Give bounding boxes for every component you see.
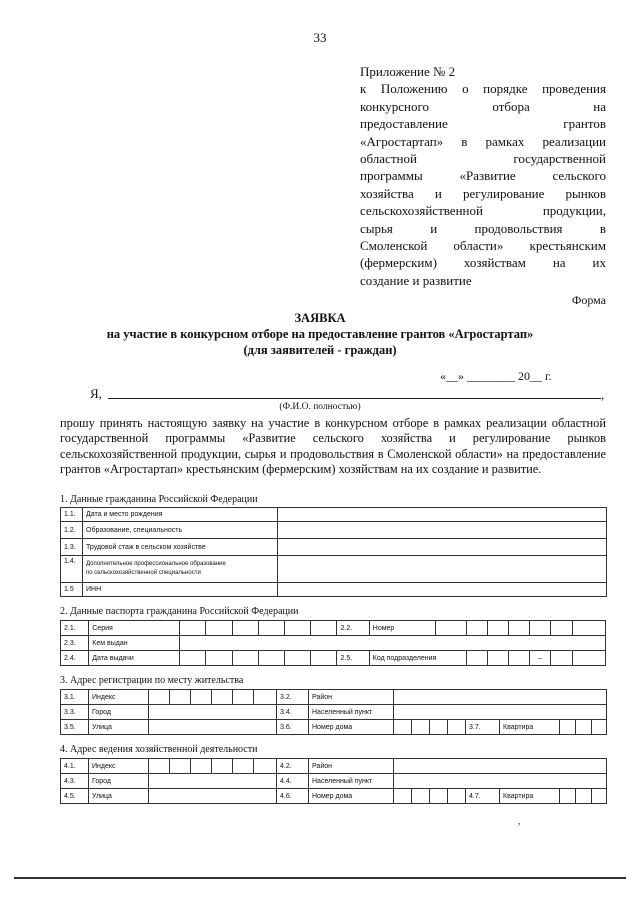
section-3-table — [60, 689, 607, 735]
row-label: Номер дома — [309, 789, 394, 804]
row-number: 4.1. — [61, 759, 89, 774]
table-row — [61, 759, 607, 774]
char-cell[interactable] — [592, 789, 607, 804]
char-cell[interactable] — [412, 789, 430, 804]
row-number: 2.5. — [337, 651, 369, 666]
char-cell[interactable] — [149, 690, 170, 705]
row-label: Квартира — [500, 720, 560, 735]
table-row — [61, 508, 607, 522]
row-label: Образование, специальность — [83, 522, 278, 539]
appendix-line: Смоленской области» крестьянским — [360, 238, 606, 254]
row-value-field[interactable] — [278, 522, 607, 539]
row-value-field[interactable] — [394, 690, 607, 705]
bottom-rule — [14, 877, 626, 879]
row-label: Улица — [89, 789, 149, 804]
row-number: 2.4. — [61, 651, 89, 666]
table-row — [61, 651, 606, 666]
row-number: 1.2. — [61, 522, 83, 539]
char-cell[interactable] — [487, 651, 508, 666]
row-number: 2.1. — [61, 621, 89, 636]
char-cell[interactable] — [509, 651, 530, 666]
row-number: 3.3. — [61, 705, 89, 720]
row-number: 3.2. — [277, 690, 309, 705]
row-number: 3.7. — [466, 720, 500, 735]
section-1-heading: 1. Данные гражданина Российской Федерации — [60, 494, 258, 505]
char-cell[interactable] — [149, 759, 170, 774]
char-cell[interactable] — [311, 621, 337, 636]
char-cell[interactable] — [530, 621, 551, 636]
char-cell[interactable] — [576, 720, 592, 735]
char-cell[interactable] — [430, 720, 448, 735]
table-row — [61, 705, 607, 720]
char-cell[interactable] — [448, 789, 466, 804]
row-number: 1.3. — [61, 539, 83, 556]
appendix-line: Приложение № 2 — [360, 64, 456, 79]
row-label: Улица — [89, 720, 149, 735]
section-2-heading: 2. Данные паспорта гражданина Российской Федерации — [60, 606, 299, 617]
row-value-field[interactable] — [278, 508, 607, 522]
char-cell[interactable] — [232, 651, 258, 666]
row-number: 3.4. — [277, 705, 309, 720]
char-cell[interactable] — [285, 621, 311, 636]
appendix-block — [360, 63, 606, 289]
row-value-field[interactable] — [149, 720, 277, 735]
row-number: 4.5. — [61, 789, 89, 804]
char-cell[interactable] — [254, 759, 277, 774]
appendix-line: областной государственной — [360, 151, 606, 167]
row-label: Район — [309, 690, 394, 705]
char-cell[interactable] — [551, 621, 572, 636]
row-number: 1.5 — [61, 583, 83, 597]
appendix-line: «Агростартап» в рамках реализации — [360, 133, 606, 149]
char-cell[interactable] — [436, 621, 466, 636]
row-value-field[interactable] — [149, 705, 277, 720]
row-value-field[interactable] — [394, 759, 607, 774]
char-cell[interactable] — [430, 789, 448, 804]
char-cell[interactable] — [560, 720, 576, 735]
char-cell[interactable] — [170, 690, 191, 705]
row-number: 3.5. — [61, 720, 89, 735]
char-cell[interactable] — [412, 720, 430, 735]
char-cell[interactable] — [212, 759, 233, 774]
row-number: 4.7. — [466, 789, 500, 804]
page-number: 33 — [313, 30, 327, 45]
row-number: 3.6. — [277, 720, 309, 735]
char-cell[interactable] — [448, 720, 466, 735]
row-label: Номер — [369, 621, 436, 636]
row-label: ИНН — [83, 583, 278, 597]
row-label: Населенный пункт — [309, 705, 394, 720]
row-value-field[interactable] — [278, 583, 607, 597]
fio-input-line[interactable] — [108, 398, 601, 399]
row-value-field[interactable] — [149, 789, 277, 804]
section-1-table — [60, 507, 607, 597]
row-label: Город — [89, 705, 149, 720]
fio-caption: (Ф.И.О. полностью) — [279, 402, 361, 412]
row-number: 4.4. — [277, 774, 309, 789]
row-value-field[interactable] — [278, 556, 607, 583]
row-label — [83, 556, 278, 583]
row-label: Квартира — [500, 789, 560, 804]
table-row — [61, 556, 607, 583]
char-cell[interactable] — [180, 621, 206, 636]
row-value-field[interactable] — [149, 774, 277, 789]
fio-comma: , — [601, 387, 605, 402]
table-row — [61, 789, 607, 804]
row-number: 1.1. — [61, 508, 83, 522]
row-label: Код подразделения — [369, 651, 466, 666]
stray-mark: , — [518, 816, 521, 826]
code-dash: – — [530, 651, 551, 666]
section-4-heading: 4. Адрес ведения хозяйственной деятельности — [60, 744, 258, 755]
document-title: ЗАЯВКА — [294, 311, 346, 325]
appendix-line: предоставление грантов — [360, 116, 606, 132]
appendix-line: сельскохозяйственной продукции, — [360, 203, 606, 219]
row-label-part: Дополнительное профессиональное образование — [86, 561, 226, 567]
char-cell[interactable] — [254, 690, 277, 705]
row-number: 4.2. — [277, 759, 309, 774]
row-value-field[interactable] — [394, 705, 607, 720]
table-row — [61, 636, 606, 651]
table-row — [61, 720, 607, 735]
row-number: 2.3. — [61, 636, 89, 651]
section-2-table — [60, 620, 606, 666]
row-label: Дата и место рождения — [83, 508, 278, 522]
row-label: Индекс — [89, 690, 149, 705]
row-number: 3.1. — [61, 690, 89, 705]
char-cell[interactable] — [233, 690, 254, 705]
appendix-line: (фермерским) хозяйствам на их — [360, 255, 606, 271]
appendix-line: хозяйства и регулирование рынков — [360, 185, 606, 201]
appendix-line: сырья и продовольствия в — [360, 220, 606, 236]
char-cell[interactable] — [232, 621, 258, 636]
char-cell[interactable] — [576, 789, 592, 804]
char-cell[interactable] — [180, 651, 206, 666]
ya-label: Я, — [90, 386, 102, 401]
row-number: 4.3. — [61, 774, 89, 789]
form-label: Форма — [571, 293, 606, 307]
char-cell[interactable] — [311, 651, 337, 666]
row-label: Город — [89, 774, 149, 789]
char-cell[interactable] — [560, 789, 576, 804]
document-subtitle-2: (для заявителей - граждан) — [243, 343, 397, 357]
row-label: Населенный пункт — [309, 774, 394, 789]
char-cell[interactable] — [258, 621, 284, 636]
row-value-field[interactable] — [278, 539, 607, 556]
row-label: Номер дома — [309, 720, 394, 735]
row-value-field[interactable] — [180, 636, 606, 651]
row-label: Серия — [89, 621, 180, 636]
char-cell[interactable] — [191, 759, 212, 774]
char-cell[interactable] — [466, 621, 487, 636]
row-label: Кем выдан — [89, 636, 180, 651]
char-cell[interactable] — [170, 759, 191, 774]
char-cell[interactable] — [233, 759, 254, 774]
char-cell[interactable] — [258, 651, 284, 666]
date-field[interactable]: «__» ________ 20__ г. — [440, 369, 552, 383]
row-label: Дата выдачи — [89, 651, 180, 666]
char-cell[interactable] — [394, 720, 412, 735]
char-cell[interactable] — [394, 789, 412, 804]
row-number: 2.2. — [337, 621, 369, 636]
row-label: Индекс — [89, 759, 149, 774]
char-cell[interactable] — [572, 651, 605, 666]
char-cell[interactable] — [191, 690, 212, 705]
char-cell[interactable] — [592, 720, 607, 735]
row-label: Трудовой стаж в сельском хозяйстве — [83, 539, 278, 556]
table-row — [61, 522, 607, 539]
table-row — [61, 690, 607, 705]
row-number: 4.6. — [277, 789, 309, 804]
section-4-table — [60, 758, 607, 804]
appendix-line: конкурсного отбора на — [360, 98, 606, 114]
table-row — [61, 774, 607, 789]
char-cell[interactable] — [206, 651, 232, 666]
table-row — [61, 583, 607, 597]
char-cell[interactable] — [487, 621, 508, 636]
section-3-heading: 3. Адрес регистрации по месту жительства — [60, 675, 244, 686]
char-cell[interactable] — [206, 621, 232, 636]
char-cell[interactable] — [509, 621, 530, 636]
row-number: 1.4. — [61, 556, 83, 583]
document-subtitle: на участие в конкурсном отборе на предоставление грантов «Агростартап» — [106, 327, 534, 341]
request-paragraph: прошу принять настоящую заявку на участие в конкурсном отборе в рамках реализации областной государственной программы «Развитие сельского хозяйства и регулирование рынков сельскохозяйственной продукции, сырья и продовольствия в Смоленской области» на предоставление грантов «Агростартап» крестьянским (фермерским) хозяйствам на их создание и развитие. — [60, 416, 606, 477]
row-value-field[interactable] — [394, 774, 607, 789]
table-row — [61, 621, 606, 636]
char-cell[interactable] — [285, 651, 311, 666]
row-label: Район — [309, 759, 394, 774]
row-label-part: по сельскохозяйственной специальности — [86, 570, 201, 576]
char-cell[interactable] — [572, 621, 605, 636]
table-row — [61, 539, 607, 556]
appendix-line: программы «Развитие сельского — [360, 168, 606, 184]
char-cell[interactable] — [551, 651, 572, 666]
char-cell[interactable] — [466, 651, 487, 666]
appendix-line: создание и развитие — [360, 272, 472, 288]
appendix-line: к Положению о порядке проведения — [360, 81, 606, 97]
char-cell[interactable] — [212, 690, 233, 705]
